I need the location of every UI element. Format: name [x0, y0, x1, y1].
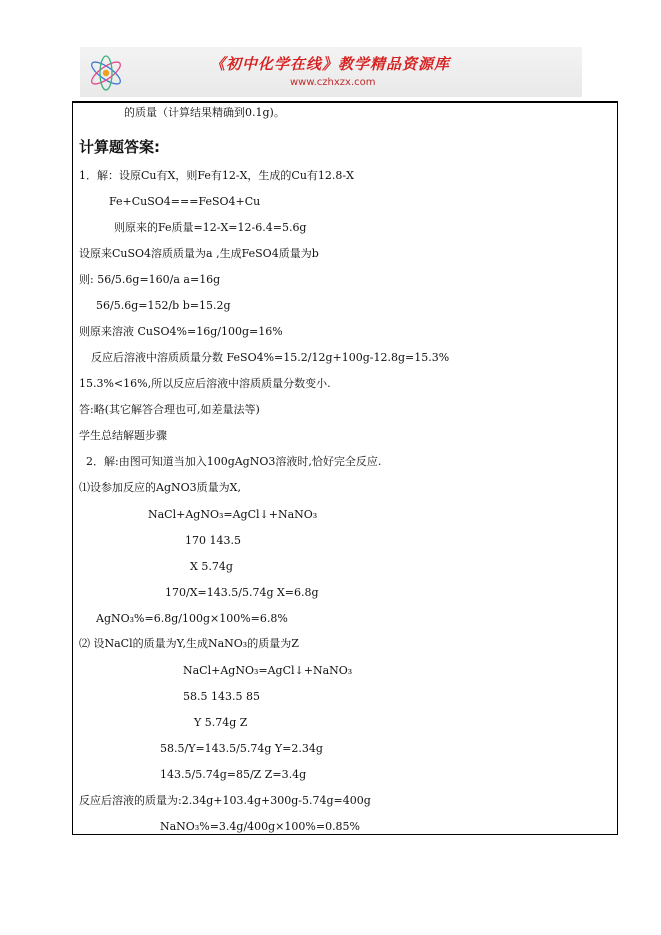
equation-line: NaCl+AgNO₃=AgCl↓+NaNO₃: [148, 508, 318, 521]
text-line: 则: 56/5.6g=160/a a=16g: [79, 273, 221, 286]
text-line: 反应后溶液的质量为:2.34g+103.4g+300g-5.74g=400g: [79, 794, 371, 807]
atom-logo-icon: [86, 53, 126, 93]
equation-line: NaCl+AgNO₃=AgCl↓+NaNO₃: [183, 664, 353, 677]
text-line: 56/5.6g=152/b b=15.2g: [96, 299, 231, 312]
equation-line: 170 143.5: [185, 534, 241, 547]
text-line: 学生总结解题步骤: [79, 429, 167, 442]
text-line: ⑵ 设NaCl的质量为Y,生成NaNO₃的质量为Z: [79, 637, 299, 650]
equation-line: Y 5.74g Z: [194, 716, 248, 729]
text-line: 答:略(其它解答合理也可,如差量法等): [79, 403, 260, 416]
text-line: 15.3%<16%,所以反应后溶液中溶质质量分数变小.: [79, 377, 331, 390]
text-line: 2．解:由图可知道当加入100gAgNO3溶液时,恰好完全反应.: [86, 455, 382, 468]
equation-line: 58.5 143.5 85: [183, 690, 260, 703]
text-line: 则原来的Fe质量=12-X=12-6.4=5.6g: [114, 221, 307, 234]
banner-title: 《初中化学在线》教学精品资源库: [210, 55, 451, 73]
text-line: 则原来溶液 CuSO4%=16g/100g=16%: [79, 325, 283, 338]
section-heading: 计算题答案:: [79, 138, 160, 156]
text-line: 143.5/5.74g=85/Z Z=3.4g: [160, 768, 307, 781]
text-line: ⑴设参加反应的AgNO3质量为X,: [79, 481, 241, 494]
text-line: 设原来CuSO4溶质质量为a ,生成FeSO4质量为b: [79, 247, 319, 260]
equation-line: X 5.74g: [190, 560, 233, 573]
text-line: 1．解：设原Cu有X，则Fe有12-X，生成的Cu有12.8-X: [79, 169, 354, 182]
text-line: AgNO₃%=6.8g/100g×100%=6.8%: [96, 612, 288, 625]
text-line: 170/X=143.5/5.74g X=6.8g: [165, 586, 319, 599]
text-line: 58.5/Y=143.5/5.74g Y=2.34g: [160, 742, 323, 755]
text-line: 反应后溶液中溶质质量分数 FeSO4%=15.2/12g+100g-12.8g=15.3%: [91, 351, 450, 364]
header-banner: [80, 47, 582, 97]
banner-url: www.czhxzx.com: [290, 77, 376, 88]
text-line: Fe+CuSO4===FeSO4+Cu: [109, 195, 261, 208]
intro-text: 的质量（计算结果精确到0.1g)。: [124, 106, 285, 119]
text-line: NaNO₃%=3.4g/400g×100%=0.85%: [160, 820, 361, 833]
